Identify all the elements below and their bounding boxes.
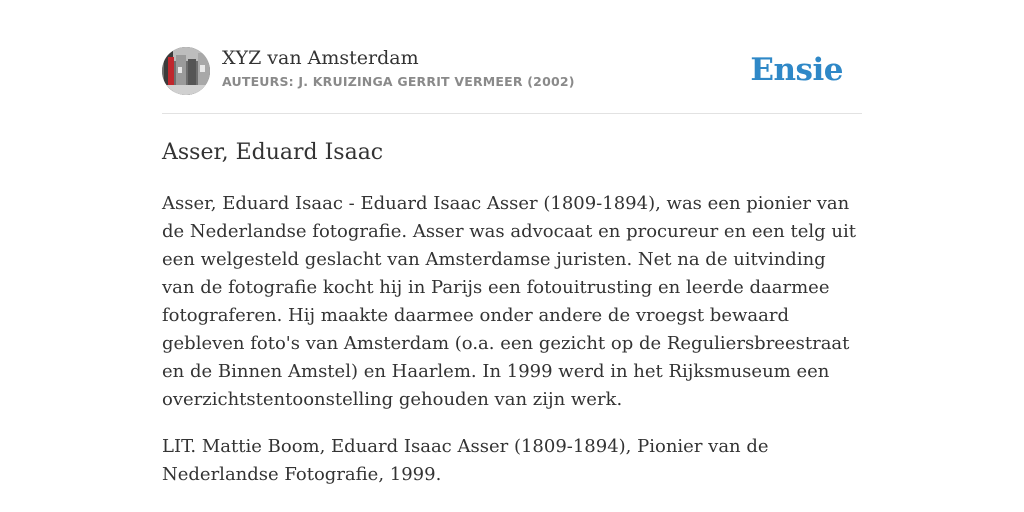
ensie-logo[interactable]: Ensie bbox=[750, 52, 843, 88]
header bbox=[162, 46, 862, 96]
header-divider bbox=[162, 113, 862, 114]
entry-title: Asser, Eduard Isaac bbox=[162, 140, 384, 165]
entry-body bbox=[162, 190, 862, 508]
book-title[interactable]: XYZ van Amsterdam bbox=[222, 47, 419, 69]
book-cover-avatar[interactable] bbox=[162, 47, 210, 95]
entry-literature: LIT. Mattie Boom, Eduard Isaac Asser (1809-1894), Pionier van de Nederlandse Fotografie, 1999. bbox=[162, 436, 769, 485]
book-cover-icon bbox=[162, 47, 210, 95]
authors-line: AUTEURS: J. KRUIZINGA GERRIT VERMEER (2002) bbox=[222, 74, 575, 89]
entry-paragraph: Asser, Eduard Isaac - Eduard Isaac Asser (1809-1894), was een pionier van de Nederlandse fotografie. Asser was advocaat en procureur en een telg uit een welgesteld geslacht van Amsterdamse juristen. Net na de uitvinding van de fotografie kocht hij in Parijs een fotouitrusting en leerde daarmee fotograferen. Hij maakte daarmee onder andere de vroegst bewaard gebleven foto's van Amsterdam (o.a. een gezicht op de Reguliersbreestraat en de Binnen Amstel) en Haarlem. In 1999 werd in het Rijksmuseum een overzichtstentoonstelling gehouden van zijn werk. bbox=[162, 193, 856, 410]
